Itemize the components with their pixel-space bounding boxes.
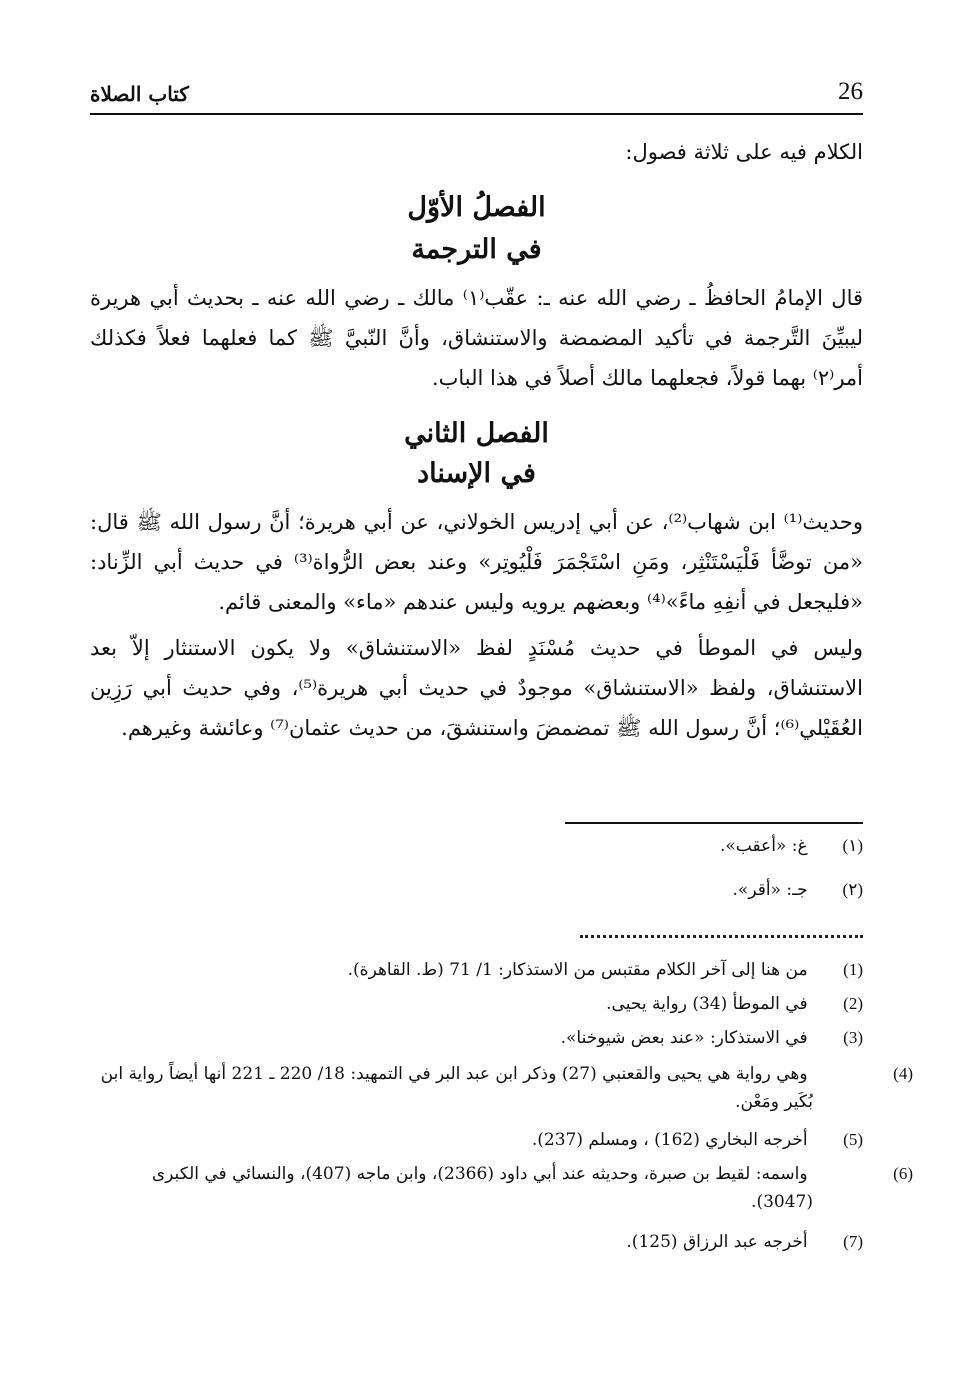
footnote-item bbox=[90, 956, 863, 984]
section2-body bbox=[90, 502, 863, 748]
editor-note-number: (٢) bbox=[842, 880, 863, 899]
footnote-number: (4) bbox=[893, 1064, 913, 1083]
footnote-number: (1) bbox=[843, 960, 863, 979]
page-number: 26 bbox=[838, 78, 863, 105]
intro-line: الكلام فيه على ثلاثة فصول: bbox=[625, 140, 863, 164]
editor-note bbox=[90, 876, 863, 904]
editor-note-number: (١) bbox=[842, 836, 863, 855]
section1-body bbox=[90, 278, 863, 398]
footnote-item bbox=[90, 1024, 863, 1052]
footnote-item bbox=[90, 1228, 863, 1256]
footnote-item bbox=[90, 990, 863, 1018]
section1-title: الفصلُ الأوّل bbox=[407, 192, 546, 223]
footnote-text: في الموطأ (34) رواية يحيى. bbox=[606, 994, 808, 1014]
footnote-text: أخرجه البخاري (162) ، ومسلم (237). bbox=[531, 1130, 808, 1150]
header-rule bbox=[90, 113, 863, 115]
footnote-text: من هنا إلى آخر الكلام مقتبس من الاستذكار: 1/ 71 (ط. القاهرة). bbox=[347, 960, 808, 980]
section2-subtitle: في الإسناد bbox=[417, 458, 536, 489]
footnote-text: في الاستذكار: «عند بعض شيوخنا». bbox=[560, 1028, 808, 1048]
section2-paragraph-2: وليس في الموطأ في حديث مُسْنَدٍ لفظ «الاستنشاق» ولا يكون الاستنثار إلاّ بعد الاستنشاق، ولفظ «الاستنشاق» موجودٌ في حديث أبي هريرة⁽⁵⁾، وفي حديث أبي رَزِين العُقَيْلي⁽⁶⁾؛ أنَّ رسول الله ﷺ تمضمضَ واستنشقَ، من حديث عثمان⁽⁷⁾ وعائشة وغيرهم. bbox=[90, 636, 863, 740]
footnote-number: (2) bbox=[843, 994, 863, 1013]
section1-subtitle: في الترجمة bbox=[411, 234, 542, 265]
footnote-text: واسمه: لقيط بن صبرة، وحديثه عند أبي داود (2366)، وابن ماجه (407)، والنسائي في الكبرى (3047). bbox=[151, 1164, 813, 1212]
editor-note bbox=[90, 832, 863, 860]
editor-note-text: جـ: «أقر». bbox=[732, 880, 808, 900]
footnote-text: وهي رواية هي يحيى والقعنبي (27) وذكر ابن عبد البر في التمهيد: 18/ 220 ـ 221 أنها أيضاً رواية ابن بُكَير ومَعْن. bbox=[100, 1064, 813, 1112]
footnote-separator bbox=[565, 822, 863, 824]
footnote-item bbox=[90, 1060, 913, 1116]
footnote-text: أخرجه عبد الرزاق (125). bbox=[626, 1232, 808, 1252]
footnote-number: (7) bbox=[843, 1232, 863, 1251]
running-title: كتاب الصلاة bbox=[90, 82, 189, 106]
footnote-number: (3) bbox=[843, 1028, 863, 1047]
footnote-item bbox=[90, 1160, 913, 1216]
page-header bbox=[90, 78, 863, 114]
section2-title: الفصل الثاني bbox=[404, 418, 549, 449]
footnote-number: (5) bbox=[843, 1130, 863, 1149]
footnote-number: (6) bbox=[893, 1164, 913, 1183]
section1-paragraph: قال الإمامُ الحافظُ ـ رضي الله عنه ـ: عقّب⁽١⁾ مالك ـ رضي الله عنه ـ بحديث أبي هريرة ليبيِّنَ التَّرجمة في تأكيد المضمضة والاستنشاق، وأنَّ النّبيَّ ﷺ كما فعلهما فعلاً فكذلك أمر⁽٢⁾ بهما قولاً، فجعلهما مالك أصلاً في هذا الباب. bbox=[90, 286, 864, 390]
dotted-separator bbox=[580, 935, 863, 938]
footnote-item bbox=[90, 1126, 863, 1154]
section2-paragraph-1: وحديث⁽¹⁾ ابن شهاب⁽²⁾، عن أبي إدريس الخولاني، عن أبي هريرة؛ أنَّ رسول الله ﷺ قال: «من توضَّأ فَلْيَسْتَنْثِر، ومَنِ اسْتَجْمَرَ فَلْيُوتِر» وعند بعض الرُّواة⁽³⁾ في حديث أبي الزِّناد: «فليجعل في أنفِهِ ماءً»⁽⁴⁾ وبعضهم يرويه وليس عندهم «ماء» والمعنى قائم. bbox=[90, 510, 864, 614]
editor-note-text: غ: «أعقب». bbox=[719, 836, 808, 856]
